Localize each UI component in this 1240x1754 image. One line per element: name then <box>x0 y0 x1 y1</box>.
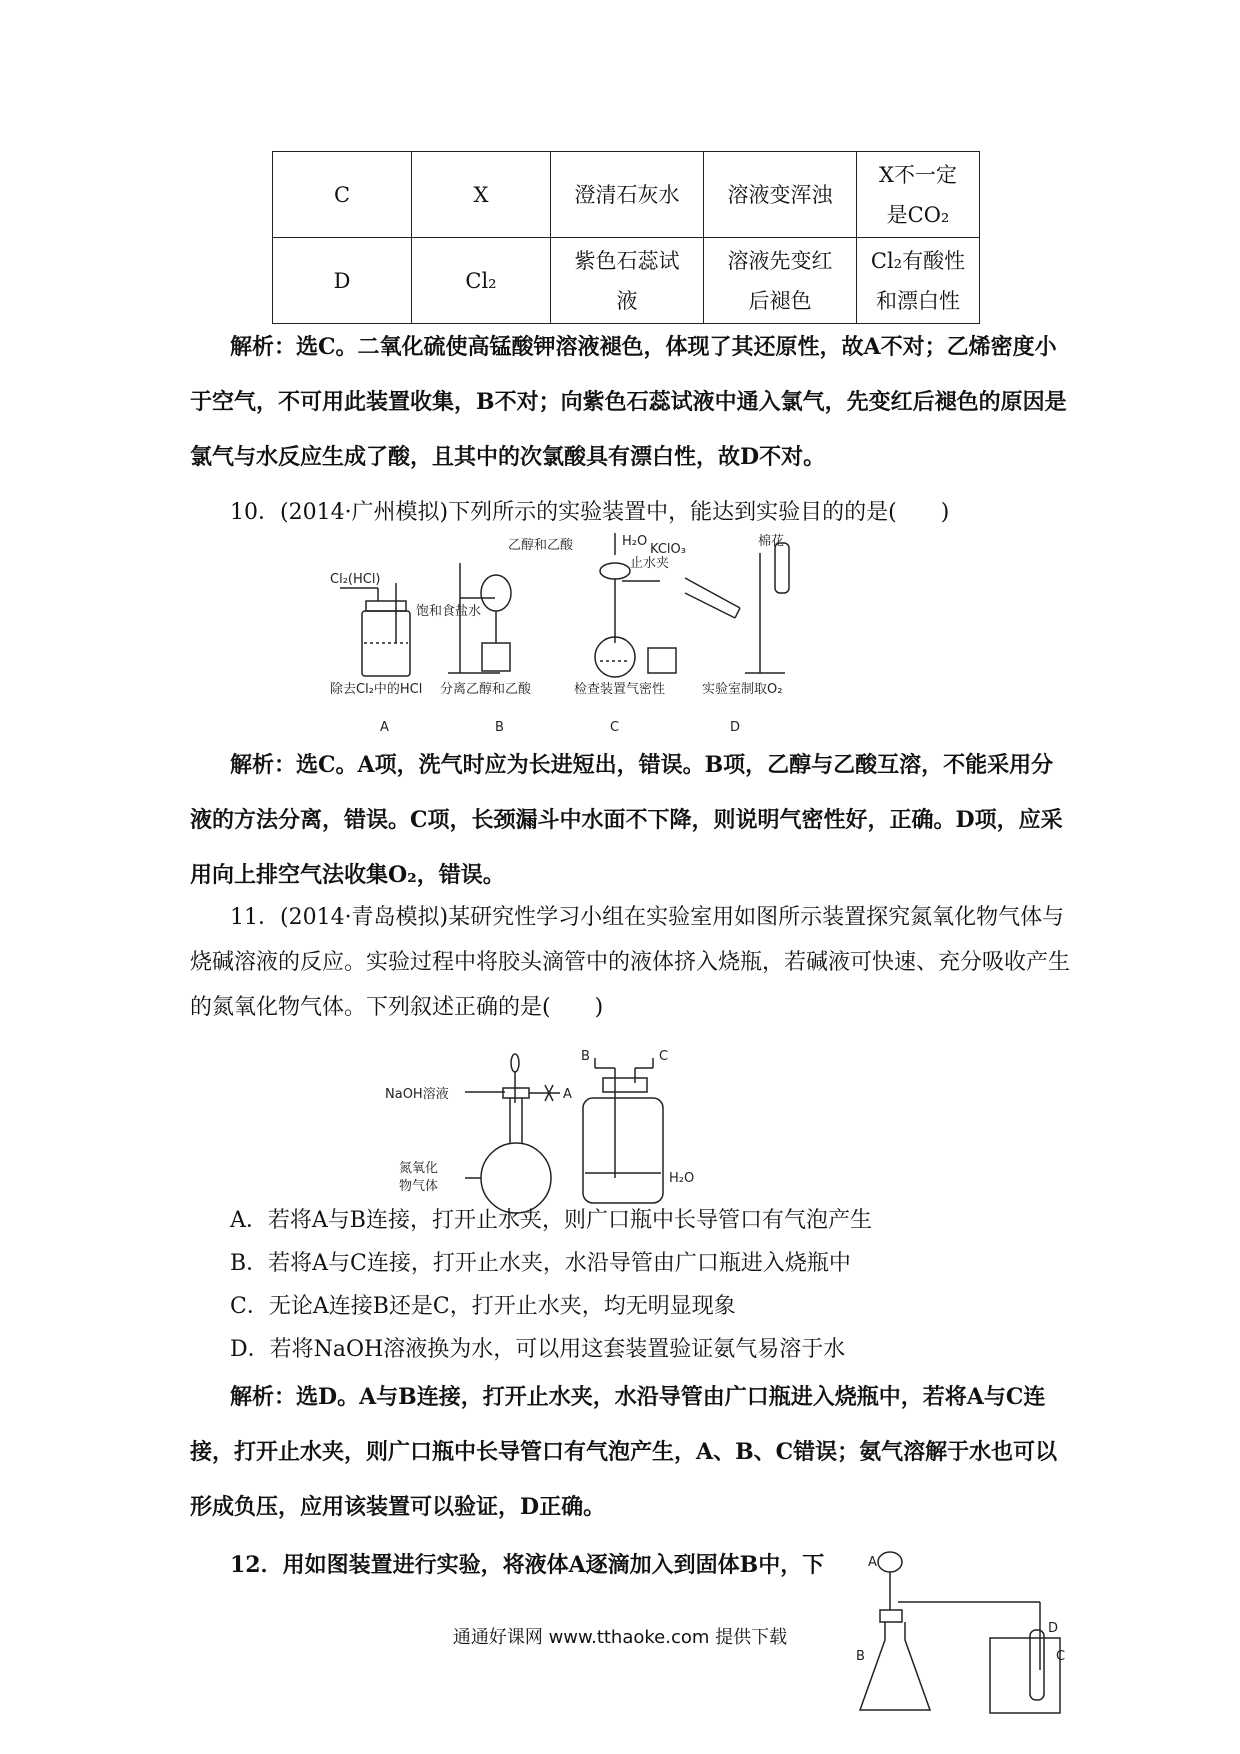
option-c: C．无论A连接B还是C，打开止水夹，均无明显现象 <box>230 1294 736 1319</box>
c-caption: 检查装置气密性 <box>574 682 666 697</box>
c-clamp-label: 止水夹 <box>630 556 670 571</box>
analysis-text: 解析：选C。A项，洗气时应为长进短出，错误。B项，乙醇与乙酸互溶，不能采用分液的方法分离，错误。C项，长颈漏斗中水面不下降，则说明气密性好，正确。D项，应采用向上排空气法收集O₂，错误。 <box>190 752 1063 888</box>
q12-label-c: C <box>1056 1649 1066 1664</box>
cell-text: 溶液变浑浊 <box>727 182 833 207</box>
analysis-paragraph <box>190 1370 1070 1535</box>
letter-d: D <box>730 720 741 735</box>
table-row <box>273 152 980 238</box>
q10-apparatus-figure <box>330 533 860 733</box>
question-11-stem <box>190 895 1070 1030</box>
flask-apparatus <box>465 1054 560 1213</box>
analysis-paragraph <box>190 738 1070 903</box>
a-gas-label: Cl₂(HCl) <box>330 572 381 587</box>
port-a-label: A <box>563 1087 572 1102</box>
table-cell: C <box>273 152 412 238</box>
letter-c: C <box>610 720 620 735</box>
analysis-paragraph <box>190 320 1070 485</box>
gas-label-1: 氮氧化 <box>399 1161 439 1176</box>
letter-b: B <box>495 720 504 735</box>
c-h2o-label: H₂O <box>622 534 648 549</box>
table-cell <box>857 152 980 238</box>
b-caption: 分离乙醇和乙酸 <box>440 682 532 697</box>
port-c-label: C <box>659 1049 669 1064</box>
table-cell <box>857 238 980 324</box>
table-cell: 澄清石灰水 <box>551 152 704 238</box>
gas-label-2: 物气体 <box>399 1179 439 1194</box>
naoh-label: NaOH溶液 <box>385 1087 449 1102</box>
apparatus-a <box>340 583 410 676</box>
option-b: B．若将A与C连接，打开止水夹，水沿导管由广口瓶进入烧瓶中 <box>230 1251 851 1276</box>
letter-a: A <box>380 720 389 735</box>
bottle-apparatus <box>583 1058 663 1203</box>
q12-label-b: B <box>856 1649 865 1664</box>
d-caption: 实验室制取O₂ <box>702 682 783 697</box>
option-a: A．若将A与B连接，打开止水夹，则广口瓶中长导管口有气泡产生 <box>230 1208 872 1233</box>
footer-credit: 通通好课网 www.tthaoke.com 提供下载 <box>452 1627 788 1648</box>
q12-label-d: D <box>1048 1621 1059 1636</box>
table-cell: D <box>273 238 412 324</box>
d-reagent-label: KClO₃ <box>650 542 686 557</box>
a-liquid-label: 饱和食盐水 <box>416 604 482 619</box>
cell-text: 紫色石蕊试液 <box>574 248 680 313</box>
table-cell <box>704 152 857 238</box>
port-b-label: B <box>581 1049 590 1064</box>
b-label: 乙醇和乙酸 <box>508 538 574 553</box>
analysis-text: 解析：选D。A与B连接，打开止水夹，水沿导管由广口瓶进入烧瓶中，若将A与C连接，打开止水夹，则广口瓶中长导管口有气泡产生，A、B、C错误；氨气溶解于水也可以形成负压，应用该装置可以验证，D正确。 <box>190 1384 1058 1520</box>
d-cotton-label: 棉花 <box>758 534 785 549</box>
h2o-label: H₂O <box>669 1171 695 1186</box>
table-row <box>273 238 980 324</box>
table-cell: X <box>412 152 551 238</box>
question-text: 11．(2014·青岛模拟)某研究性学习小组在实验室用如图所示装置探究氮氧化物气体与烧碱溶液的反应。实验过程中将胶头滴管中的液体挤入烧瓶，若碱液可快速、充分吸收产生的氮氧化物气体。下列叙述正确的是( ) <box>190 905 1071 1020</box>
results-table <box>272 151 980 324</box>
question-12-stem: 12．用如图装置进行实验，将液体A逐滴加入到固体B中，下 <box>230 1552 825 1578</box>
option-d: D．若将NaOH溶液换为水，可以用这套装置验证氨气易溶于水 <box>230 1337 846 1362</box>
cell-text: X不一定是CO₂ <box>879 162 957 227</box>
table-cell <box>551 238 704 324</box>
table-cell <box>704 238 857 324</box>
q12-label-a: A <box>868 1555 877 1570</box>
a-caption: 除去Cl₂中的HCl <box>330 682 423 697</box>
apparatus-d <box>648 543 789 673</box>
table-cell: Cl₂ <box>412 238 551 324</box>
cell-text: 溶液先变红后褪色 <box>727 248 833 313</box>
analysis-text: 解析：选C。二氧化硫使高锰酸钾溶液褪色，体现了其还原性，故A不对；乙烯密度小于空气，不可用此装置收集，B不对；向紫色石蕊试液中通入氯气，先变红后褪色的原因是氯气与水反应生成了酸，且其中的次氯酸具有漂白性，故D不对。 <box>190 334 1067 470</box>
q11-apparatus-figure <box>385 1048 775 1218</box>
question-10-stem: 10．(2014·广州模拟)下列所示的实验装置中，能达到实验目的的是( ) <box>230 500 950 525</box>
cell-text: Cl₂有酸性和漂白性 <box>870 248 966 313</box>
